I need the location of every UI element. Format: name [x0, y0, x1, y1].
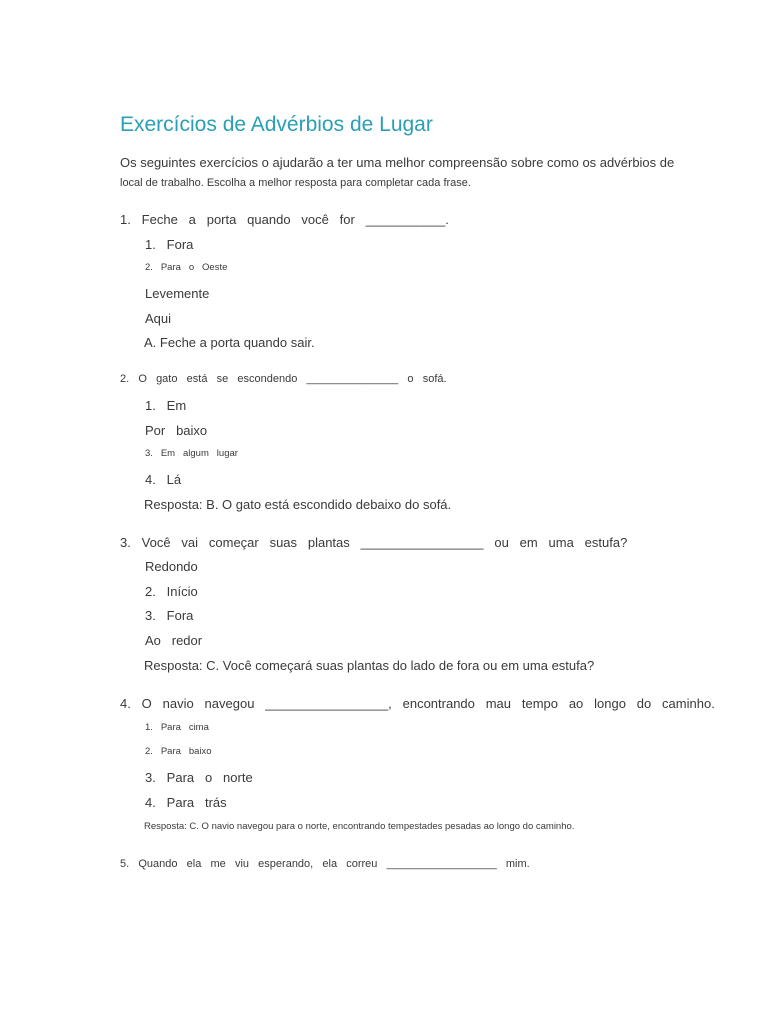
intro-line-2: local de trabalho. Escolha a melhor resposta para completar cada frase. [120, 177, 471, 189]
q3-option-3: 3. Fora [145, 608, 194, 623]
q2-option-3: 3. Em algum lugar [145, 448, 238, 459]
q2-option-2: Por baixo [145, 423, 208, 438]
q1-answer: A. Feche a porta quando sair. [144, 335, 315, 350]
q4-option-4: 4. Para trás [145, 795, 227, 810]
intro-line-1: Os seguintes exercícios o ajudarão a ter uma melhor compreensão sobre como os advérbios de [120, 155, 675, 170]
q2-option-4: 4. Lá [145, 472, 182, 487]
q4-option-2: 2. Para baixo [145, 746, 212, 757]
q2-option-1: 1. Em [145, 398, 187, 413]
q3-option-4: Ao redor [145, 633, 203, 648]
q1-option-2: 2. Para o Oeste [145, 262, 228, 273]
page-title: Exercícios de Advérbios de Lugar [120, 113, 433, 136]
q3-option-1: Redondo [145, 559, 198, 574]
question-3: 3. Você vai começar suas plantas _________________ ou em uma estufa? [120, 535, 628, 550]
question-5: 5. Quando ela me viu esperando, ela correu __________________ mim. [120, 858, 530, 870]
intro-paragraph [120, 153, 680, 193]
question-4: 4. O navio navegou _________________, encontrando mau tempo ao longo do caminho. [120, 696, 715, 711]
q2-answer: Resposta: B. O gato está escondido debaixo do sofá. [144, 497, 452, 512]
question-2: 2. O gato está se escondendo _______________ o sofá. [120, 373, 447, 385]
q4-option-3: 3. Para o norte [145, 770, 253, 785]
q3-option-2: 2. Início [145, 584, 198, 599]
q1-option-3: Levemente [145, 286, 210, 301]
q1-option-1: 1. Fora [145, 237, 194, 252]
q3-answer: Resposta: C. Você começará suas plantas do lado de fora ou em uma estufa? [144, 658, 595, 673]
q1-option-4: Aqui [145, 311, 172, 326]
q4-option-1: 1. Para cima [145, 722, 209, 733]
question-1: 1. Feche a porta quando você for ___________. [120, 212, 449, 227]
q4-answer: Resposta: C. O navio navegou para o norte, encontrando tempestades pesadas ao longo do caminho. [144, 821, 575, 832]
